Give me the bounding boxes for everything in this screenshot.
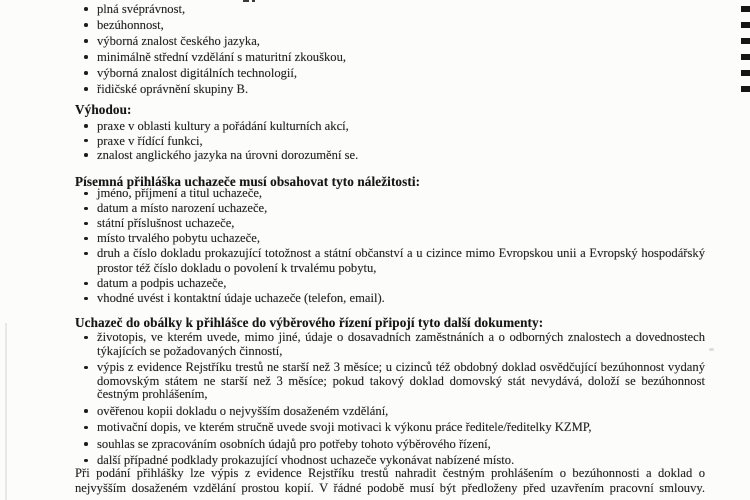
list-item xyxy=(75,421,705,435)
list-item-line: vhodné uvést i kontaktní údaje uchazeče (telefon, email). xyxy=(97,291,385,305)
list-item-line: praxe v řídící funkci, xyxy=(97,133,203,148)
list-item xyxy=(75,134,705,149)
list-item xyxy=(75,201,705,216)
list-item xyxy=(75,49,705,65)
list-item xyxy=(75,276,705,291)
attached-documents-list xyxy=(75,331,705,471)
list-item-line: druh a číslo dokladu prokazující totožnost a státní občanství a u cizince mimo Evropskou unii a Evropský hospodářský xyxy=(97,246,705,260)
list-item xyxy=(75,1,705,17)
list-item xyxy=(75,291,705,306)
list-item xyxy=(75,148,705,163)
list-item-line: motivační dopis, ve kterém stručně uvede svoji motivaci k výkonu práce ředitele/ředitelky KZMP, xyxy=(97,420,592,434)
list-item-line: další případné podklady prokazující vhodnost uchazeče vykonávat nabízené místo. xyxy=(97,453,515,467)
scan-fold-line xyxy=(5,323,7,500)
list-item xyxy=(75,331,705,358)
list-item xyxy=(75,81,705,97)
scan-edge-mark xyxy=(741,54,750,60)
general-requirements-list xyxy=(75,1,705,97)
scan-edge-mark xyxy=(741,86,750,92)
scan-edge-mark xyxy=(741,38,750,44)
list-item xyxy=(75,33,705,49)
list-item xyxy=(75,216,705,231)
list-item-line: prostor též číslo dokladu o povolení k trvalému pobytu, xyxy=(97,261,377,275)
list-item-line: praxe v oblasti kultury a pořádání kulturních akcí, xyxy=(97,119,349,133)
list-item-line: plná svéprávnost, xyxy=(97,2,186,16)
list-item-line: čestným prohlášením, xyxy=(97,387,208,401)
list-item-line: domovským státem ne starší než 3 měsíce; pokud takový doklad domovský stát nevydává, doloží se bezúhonnost xyxy=(97,373,705,388)
list-item-line: ověřenou kopii dokladu o nejvyšším dosaženém vzdělání, xyxy=(97,403,389,418)
section-heading-application: Písemná přihláška uchazeče musí obsahovat tyto náležitosti: xyxy=(75,174,421,189)
list-item-line: datum a podpis uchazeče, xyxy=(97,276,227,290)
list-item-line: týkajících se požadovaných činností, xyxy=(97,343,283,358)
list-item xyxy=(75,17,705,33)
list-item-line: výborná znalost digitálních technologií, xyxy=(97,66,298,80)
list-item xyxy=(75,119,705,134)
list-item-line: státní příslušnost uchazeče, xyxy=(97,216,235,230)
list-item-line: řidičské oprávnění skupiny B. xyxy=(97,82,249,96)
list-item-line: bezúhonnost, xyxy=(97,18,164,32)
advantages-list xyxy=(75,119,705,163)
list-item xyxy=(75,405,705,419)
paragraph-line: nejvyšším dosaženém vzdělání prostou kopií. V řádné podobě musí být předloženy před uzavřením pracovní smlouvy. xyxy=(75,480,705,495)
list-item xyxy=(75,231,705,246)
list-item-line: minimálně střední vzdělání s maturitní zkouškou, xyxy=(97,50,347,64)
list-item-line: výpis z evidence Rejstříku trestů ne starší než 3 měsíce; u cizinců též obdobný doklad osvědčující bezúhonnost vydaný xyxy=(97,360,705,374)
list-item-line: výborná znalost českého jazyka, xyxy=(97,34,260,48)
closing-paragraph xyxy=(75,466,705,495)
list-item-line: znalost anglického jazyka na úrovni dorozumění se. xyxy=(97,148,359,162)
scan-smudge xyxy=(709,348,714,351)
list-item-line: životopis, ve kterém uvede, mimo jiné, údaje o dosavadních zaměstnáních a o odborných znalostech a dovednostech xyxy=(97,330,705,344)
list-item-line: jméno, příjmení a titul uchazeče, xyxy=(97,186,263,200)
paragraph-line: Při podání přihlášky lze výpis z evidence Rejstříku trestů nahradit čestným prohlášením o bezúhonnosti a doklad o xyxy=(75,466,705,480)
section-heading-advantages: Výhodou: xyxy=(75,102,132,117)
list-item xyxy=(75,361,705,402)
list-item-line: souhlas se zpracováním osobních údajů pro potřeby tohoto výběrového řízení, xyxy=(97,436,491,451)
list-item xyxy=(75,65,705,81)
list-item xyxy=(75,246,705,276)
scan-edge-mark xyxy=(741,6,750,12)
list-item-line: místo trvalého pobytu uchazeče, xyxy=(97,231,260,245)
list-item xyxy=(75,438,705,452)
scan-edge-mark xyxy=(741,70,750,76)
scan-edge-mark xyxy=(741,22,750,28)
application-requisites-list xyxy=(75,186,705,306)
list-item xyxy=(75,186,705,201)
section-heading-documents: Uchazeč do obálky k přihlášce do výběrového řízení připojí tyto další dokumenty: xyxy=(75,315,544,330)
list-item-line: datum a místo narození uchazeče, xyxy=(97,201,268,215)
